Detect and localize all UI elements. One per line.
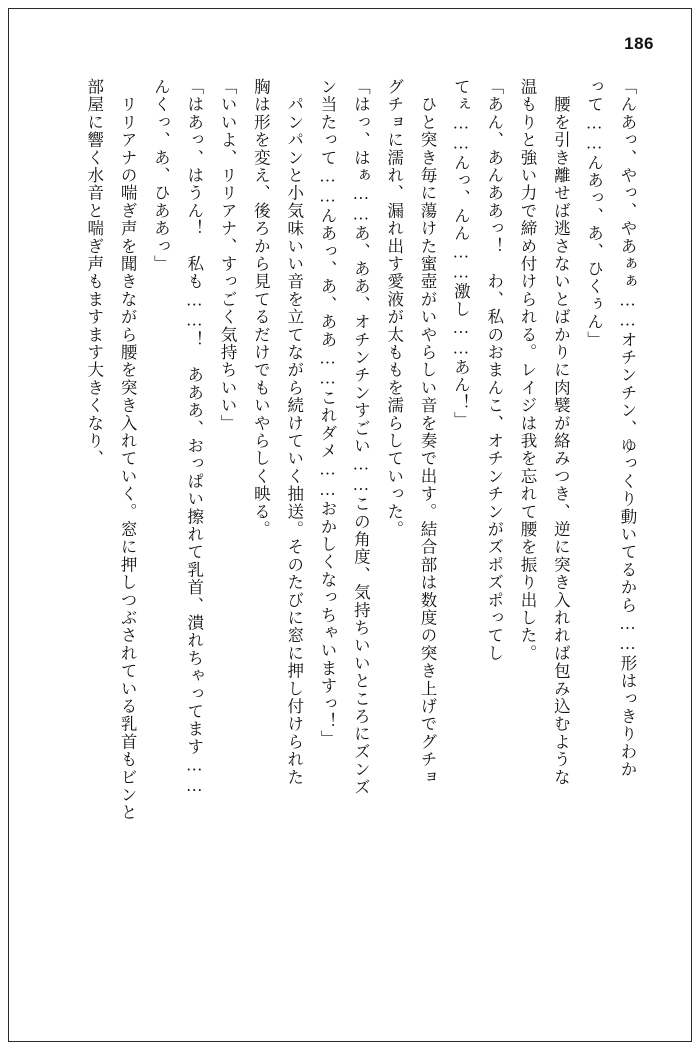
text-line: 胸は形を変え、後ろから見てるだけでもいやらしく映る。 xyxy=(251,78,271,539)
text-line: てぇ……んっ、んん……激し……あん！」 xyxy=(451,78,471,430)
text-line: 温もりと強い力で締め付けられる。レイジは我を忘れて腰を振り出した。 xyxy=(518,78,538,663)
text-line: パンパンと小気味いい音を立てながら続けていく抽送。そのたびに窓に押し付けられた xyxy=(284,78,304,786)
text-line: 「んあっ、やっ、やあぁぁ……オチンチン、ゆっくり動いてるから……形はっきりわか xyxy=(618,78,637,779)
text-line: 「あん、あんああっ！ わ、私のおまんこ、オチンチンがズポズポってし xyxy=(484,78,504,663)
text-line: 「はっ、はぁ……あ、ああ、オチンチンすごい……この角度、気持ちいいところにズンズ xyxy=(351,78,371,796)
text-line: んくっ、あ、ひああっ」 xyxy=(151,78,171,273)
text-line: ン当たって……んあっ、あ、ああ……これダメ……おかしくなっちゃいますっ！」 xyxy=(318,78,338,748)
text-line: 「はあっ、はうん！ 私も……！ あああ、おっぱい擦れて乳首、潰れちゃってます…… xyxy=(184,78,204,796)
text-line: 「いいよ、リリアナ、すっごく気持ちいい」 xyxy=(218,78,238,432)
page-number: 186 xyxy=(624,34,654,53)
text-line: リリアナの喘ぎ声を聞きながら腰を突き入れていく。窓に押しつぶされている乳首もビンと xyxy=(118,78,138,822)
text-line: 部屋に響く水音と喘ぎ声もますます大きくなり、 xyxy=(84,78,104,468)
text-line: って……んあっ、あ、ひくぅん」 xyxy=(584,78,604,349)
text-line: グチョに濡れ、漏れ出す愛液が太ももを濡らしていった。 xyxy=(384,78,404,539)
text-line: 腰を引き離せば逃さないとばかりに肉襞が絡みつき、逆に突き入れれば包み込むような xyxy=(551,78,571,786)
text-line: ひと突き毎に蕩けた蜜壺がいやらしい音を奏で出す。結合部は数度の突き上げでグチョ xyxy=(418,78,438,786)
vertical-text-body xyxy=(44,78,644,998)
